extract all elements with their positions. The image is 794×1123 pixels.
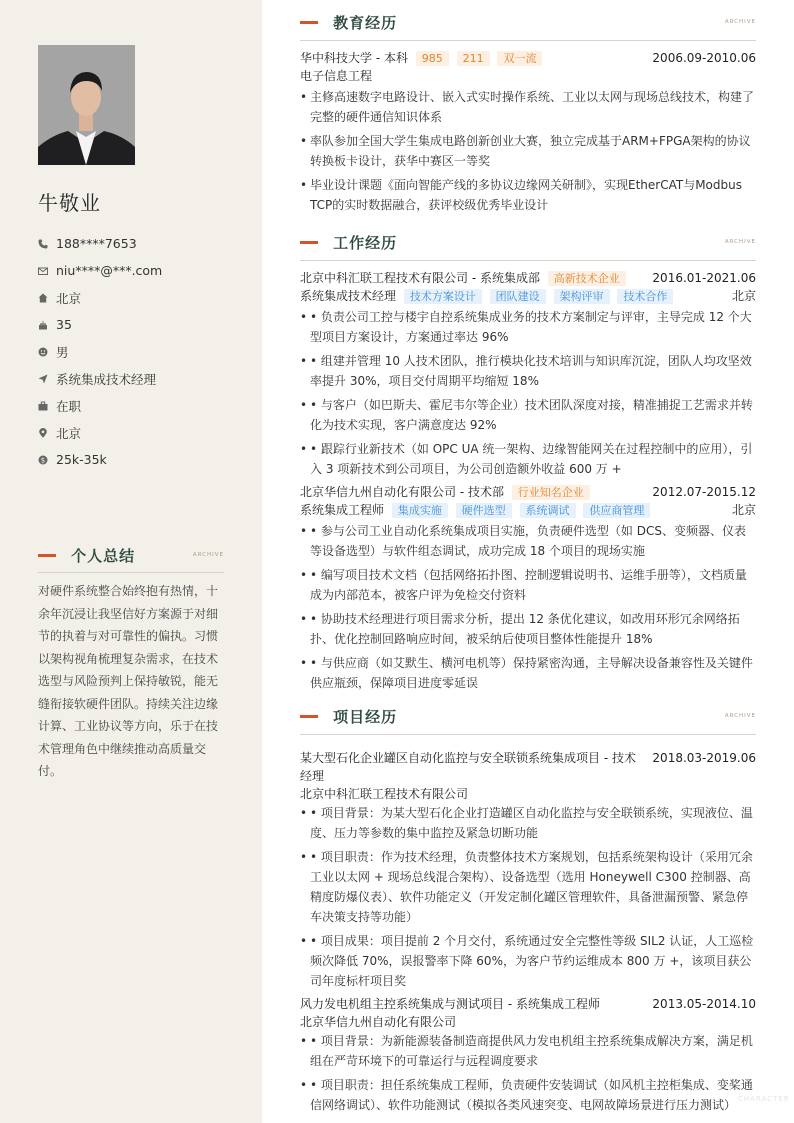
info-status [38,392,248,419]
work-date: 2012.07-2015.12 [652,485,756,499]
education-bullet: • 主修高速数字电路设计、嵌入式实时操作系统、工业以太网与现场总线技术，构建了完整的硬件通信知识体系 [300,90,755,124]
smile-icon [38,347,48,357]
project-title: 某大型石化企业罐区自动化监控与安全联锁系统集成项目 - 技术 [300,751,636,765]
work-date: 2016.01-2021.06 [652,271,756,285]
education-bullet: • 率队参加全国大学生集成电路创新创业大赛，独立完成基于ARM+FPGA架构的协议转换板卡设计，获华中赛区一等奖 [300,134,751,168]
info-age [38,311,248,338]
work-bullet: • • 跟踪行业新技术（如 OPC UA 统一架构、边缘智能网关在过程控制中的应用），引入 3 项新技术到公司项目，为公司创造额外收益 600 万 + [300,442,753,476]
skill-tag: 系统调试 [520,503,576,518]
info-text: 系统集成技术经理 [56,371,157,387]
tag-211: 211 [457,51,490,66]
briefcase-icon [38,401,48,411]
project-bullet: • • 项目职责：作为技术经理，负责整体技术方案规划，包括系统架构设计（采用冗余工业以太网 + 现场总线混合架构）、设备选型（选用 Honeywell C300 控制器、高精度防爆仪表）、软件功能定义（开发定制化罐区管理软件，具备泄漏预警、紧急停车决策支持等功能） [300,850,753,924]
work-role-row [300,287,756,305]
project-title-row [300,995,756,1013]
info-text: 北京 [56,425,82,441]
project-bullet: • • 项目成果：项目提前 2 个月交付，系统通过安全完整性等级 SIL2 认证，人工巡检频次降低 70%，误报警率下降 60%，为客户节约运维成本 800 万 +，该项目获公司年度标杆项目奖 [300,934,754,988]
education-school-row [300,49,756,67]
tag-985: 985 [416,51,449,66]
accent-bar [38,554,56,557]
home-icon [38,293,48,303]
education-section [300,12,756,219]
company-tag: 高新技术企业 [548,271,626,286]
info-hometown [38,284,248,311]
info-phone [38,230,248,257]
archive-label: ARCHIVE [724,713,756,719]
tag-double-first-class: 双一流 [497,51,542,66]
skill-tag: 集成实施 [392,503,448,518]
info-text: 35 [56,317,72,332]
project-company: 北京中科汇联工程技术有限公司 [300,787,469,801]
work-bullet: • • 与客户（如巴斯夫、霍尼韦尔等企业）技术团队深度对接，精准捕捉工艺需求并转化为技术实现，客户满意度达 92% [300,398,753,432]
info-text: 北京 [56,290,82,306]
skill-tag: 技术合作 [617,289,673,304]
profile-photo [38,45,135,165]
cake-icon [38,320,48,330]
profile-name: 牛敬业 [38,191,101,215]
skill-tag: 团队建设 [490,289,546,304]
section-header [300,232,756,252]
phone-icon [38,239,48,249]
accent-bar [300,241,318,244]
project-date: 2018.03-2019.06 [652,751,756,765]
project-company: 北京华信九州自动化有限公司 [300,1015,457,1029]
work-item [300,483,756,693]
work-city: 北京 [731,503,756,517]
work-bullet: • • 组建并管理 10 人技术团队，推行模块化技术培训与知识库沉淀，团队人均攻坚效率提升 30%，项目交付周期平均缩短 18% [300,354,752,388]
info-text: 25k-35k [56,452,107,467]
section-header [300,12,756,32]
portrait-image [38,45,135,165]
divider [38,572,224,573]
work-role-row [300,501,756,519]
info-text: 在职 [56,398,82,414]
education-bullet: • 毕业设计课题《面向智能产线的多协议边缘网关研制》，实现EtherCAT与Modbus TCP的实时数据融合，获评校级优秀毕业设计 [300,178,742,212]
work-bullet: • • 与供应商（如艾默生、横河电机等）保持紧密沟通，主导解决设备兼容性及关键件供应瓶颈，保障项目进度零延误 [300,656,753,690]
summary-text: 对硬件系统整合始终抱有热情，十余年沉浸让我坚信好方案源于对细节的执着与对可靠性的偏执。习惯以架构视角梳理复杂需求，在技术选型与风险预判上保持敏锐，能无缝衔接软硬件团队。持续关注边缘计算、工业协议等方向，乐于在技术管理角色中继续推动高质量交付。 [38,584,219,778]
info-salary [38,446,248,473]
contact-info [38,230,248,473]
skill-tag: 硬件选型 [456,503,512,518]
project-bullet: • • 项目职责：担任系统集成工程师，负责硬件安装调试（如风机主控柜集成、变桨通信网络调试）、软件功能测试（模拟各类风速突变、电网故障场景进行压力测试） [300,1078,753,1112]
project-title-row [300,749,756,767]
section-header [300,706,756,726]
info-text: 188****7653 [56,236,137,251]
education-title: 教育经历 [333,14,398,32]
info-position [38,365,248,392]
company-name: 北京华信九州自动化有限公司 - 技术部 [300,485,504,499]
summary-header [38,545,224,565]
info-location [38,419,248,446]
project-title: 风力发电机组主控系统集成与测试项目 - 系统集成工程师 [300,997,600,1011]
work-bullet: • • 负责公司工控与楼宇自控系统集成业务的技术方案制定与评审，主导完成 12 个大型项目方案设计，方案通过率达 96% [300,310,752,344]
summary-title: 个人总结 [71,547,136,565]
skill-tag: 技术方案设计 [404,289,482,304]
work-item [300,269,756,479]
work-bullet: • • 编写项目技术文档（包括网络拓扑图、控制逻辑说明书、运维手册等），文档质量成为内部范本，被客户评为免检交付资料 [300,568,747,602]
info-text: niu****@***.com [56,263,163,278]
skill-tag: 供应商管理 [583,503,650,518]
work-title: 工作经历 [333,234,398,252]
work-section [300,232,756,697]
salary-icon [38,455,48,465]
work-bullet: • • 参与公司工业自动化系统集成项目实施，负责硬件选型（如 DCS、变频器、仪表等设备选型）与软件组态调试，成功完成 18 个项目的现场实施 [300,524,746,558]
watermark: CHARACTER [738,1095,790,1103]
education-date: 2006.09-2010.06 [652,51,756,65]
archive-label: ARCHIVE [724,239,756,245]
project-item [300,749,756,991]
company-name: 北京中科汇联工程技术有限公司 - 系统集成部 [300,271,540,285]
accent-bar [300,715,318,718]
archive-label: ARCHIVE [192,552,224,558]
svg-text:$: $ [40,456,46,465]
projects-title: 项目经历 [333,708,398,726]
accent-bar [300,21,318,24]
sidebar [0,0,262,1123]
info-email [38,257,248,284]
project-bullet: • • 项目背景：为新能源装备制造商提供风力发电机组主控系统集成解决方案，满足机组在严苛环境下的可靠运行与远程调度要求 [300,1034,753,1068]
work-city: 北京 [731,289,756,303]
projects-section [300,706,756,1119]
project-date: 2013.05-2014.10 [652,997,756,1011]
send-icon [38,374,48,384]
project-title-cont: 经理 [300,769,325,783]
role-name: 系统集成工程师 [300,503,385,517]
archive-label: ARCHIVE [724,19,756,25]
role-name: 系统集成技术经理 [300,289,397,303]
company-tag: 行业知名企业 [512,485,590,500]
education-major: 电子信息工程 [300,69,373,83]
project-item [300,995,756,1115]
info-gender [38,338,248,365]
work-company-row [300,483,756,501]
mail-icon [38,266,48,276]
skill-tag: 架构评审 [554,289,610,304]
work-bullet: • • 协助技术经理进行项目需求分析，提出 12 条优化建议，如改用环形冗余网络拓扑、优化控制回路响应时间，被采纳后使项目整体性能提升 18% [300,612,740,646]
project-bullet: • • 项目背景：为某大型石化企业打造罐区自动化监控与安全联锁系统，实现液位、温度、压力等参数的集中监控及紧急切断功能 [300,806,753,840]
work-company-row [300,269,756,287]
location-icon [38,428,48,438]
school-name: 华中科技大学 - 本科 [300,51,408,65]
info-text: 男 [56,344,69,360]
